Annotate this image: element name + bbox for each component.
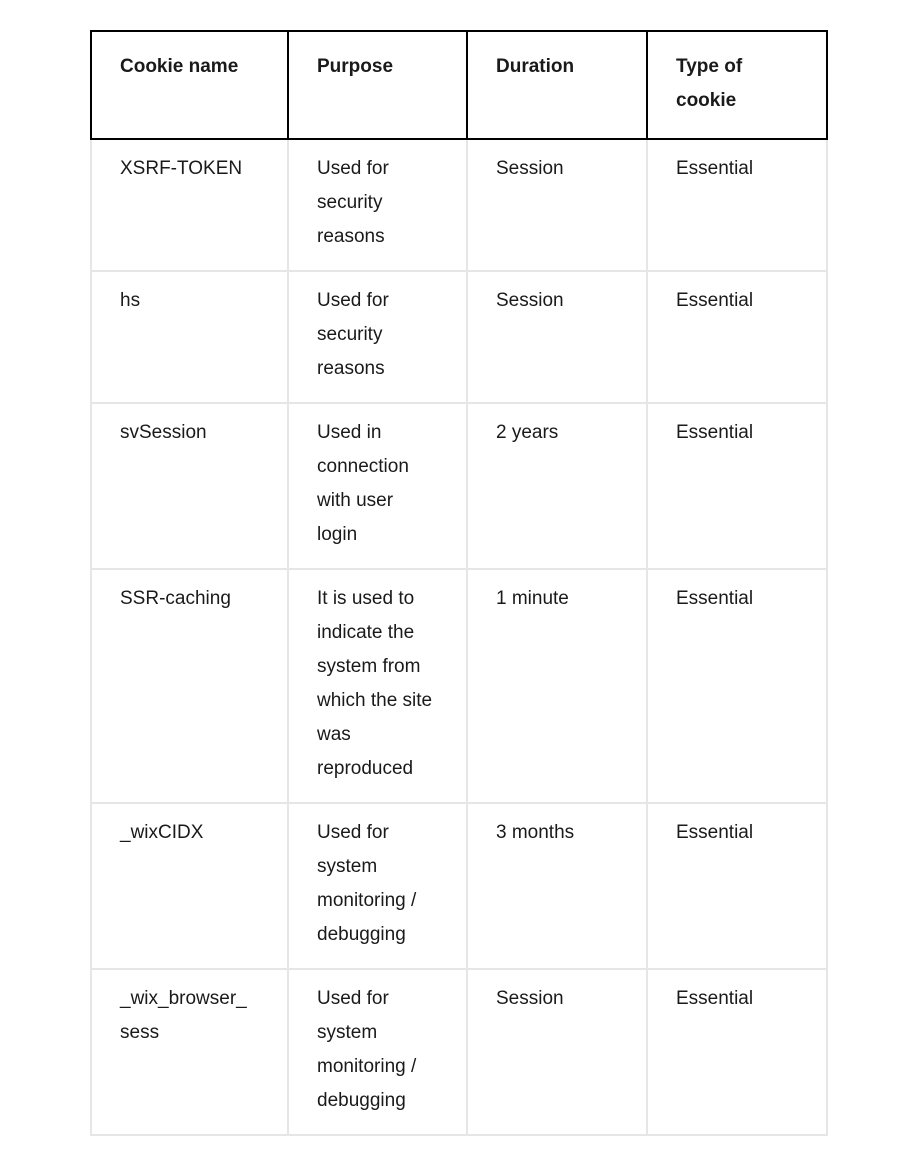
cell-duration bbox=[467, 803, 647, 969]
table-row bbox=[91, 803, 827, 969]
cell-type bbox=[647, 969, 827, 1135]
cell-duration bbox=[467, 271, 647, 403]
cell-purpose bbox=[288, 271, 467, 403]
cell-type bbox=[647, 569, 827, 803]
table-row bbox=[91, 403, 827, 569]
cookie-type: Essential bbox=[676, 822, 754, 843]
cell-type bbox=[647, 803, 827, 969]
cookie-duration: Session bbox=[496, 988, 564, 1009]
cell-cookie-name bbox=[91, 403, 288, 569]
cookie-type: Essential bbox=[676, 158, 754, 179]
header-cookie-name bbox=[91, 31, 288, 139]
cookie-duration: 2 years bbox=[496, 422, 559, 443]
cell-duration bbox=[467, 969, 647, 1135]
cookie-duration: Session bbox=[496, 158, 564, 179]
header-type bbox=[647, 31, 827, 139]
cookie-name: XSRF-TOKEN bbox=[120, 158, 243, 179]
cookie-purpose: Used for system monitoring / debugging bbox=[317, 988, 417, 1111]
cookie-purpose: Used for security reasons bbox=[317, 290, 389, 379]
cell-type bbox=[647, 403, 827, 569]
cookie-purpose: Used for system monitoring / debugging bbox=[317, 822, 417, 945]
cookie-duration: 3 months bbox=[496, 822, 575, 843]
table-body bbox=[91, 139, 827, 1135]
cookie-purpose: Used in connection with user login bbox=[317, 422, 409, 545]
cookie-duration: Session bbox=[496, 290, 564, 311]
cell-cookie-name bbox=[91, 271, 288, 403]
cookie-name: _wix_browser_ sess bbox=[120, 988, 247, 1043]
cookie-type: Essential bbox=[676, 988, 754, 1009]
cell-type bbox=[647, 139, 827, 271]
cookie-type: Essential bbox=[676, 422, 754, 443]
cell-cookie-name bbox=[91, 139, 288, 271]
table-row bbox=[91, 569, 827, 803]
cookie-purpose: It is used to indicate the system from which the site was reproduced bbox=[317, 588, 433, 779]
header-cookie-name-text: Cookie name bbox=[120, 56, 239, 77]
cookie-name: svSession bbox=[120, 422, 207, 443]
header-purpose bbox=[288, 31, 467, 139]
table-row bbox=[91, 271, 827, 403]
cell-purpose bbox=[288, 803, 467, 969]
cell-duration bbox=[467, 139, 647, 271]
cookie-purpose: Used for security reasons bbox=[317, 158, 389, 247]
cell-purpose bbox=[288, 569, 467, 803]
header-row bbox=[91, 31, 827, 139]
cookie-name: hs bbox=[120, 290, 141, 311]
table-row bbox=[91, 139, 827, 271]
cell-cookie-name bbox=[91, 569, 288, 803]
cookie-table bbox=[90, 30, 828, 1136]
cookie-type: Essential bbox=[676, 588, 754, 609]
cell-duration bbox=[467, 403, 647, 569]
header-duration bbox=[467, 31, 647, 139]
cookie-duration: 1 minute bbox=[496, 588, 569, 609]
cookie-type: Essential bbox=[676, 290, 754, 311]
cell-duration bbox=[467, 569, 647, 803]
cell-purpose bbox=[288, 403, 467, 569]
cell-purpose bbox=[288, 139, 467, 271]
cell-type bbox=[647, 271, 827, 403]
cookie-name: _wixCIDX bbox=[120, 822, 204, 843]
table-header bbox=[91, 31, 827, 139]
header-purpose-text: Purpose bbox=[317, 56, 394, 77]
cell-cookie-name bbox=[91, 803, 288, 969]
cookie-name: SSR-caching bbox=[120, 588, 231, 609]
cell-cookie-name bbox=[91, 969, 288, 1135]
header-type-text: Type of cookie bbox=[676, 56, 743, 111]
header-duration-text: Duration bbox=[496, 56, 575, 77]
cell-purpose bbox=[288, 969, 467, 1135]
table-row bbox=[91, 969, 827, 1135]
